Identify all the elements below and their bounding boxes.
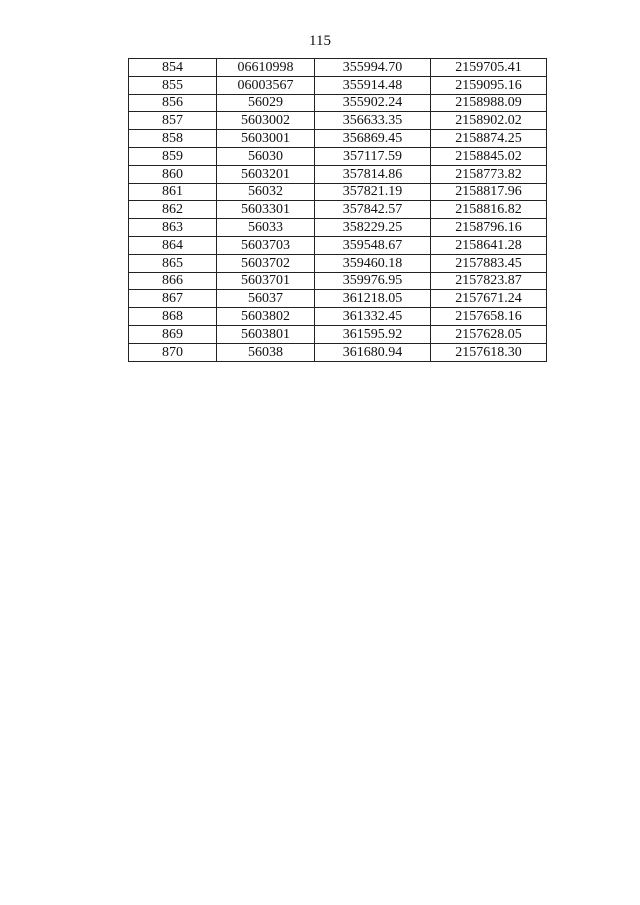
y-coordinate-cell: 2158902.02 [431,112,547,130]
x-coordinate-cell: 361218.05 [315,290,431,308]
point-id-cell: 56033 [217,219,315,237]
x-coordinate-cell: 357117.59 [315,147,431,165]
x-coordinate-cell: 355902.24 [315,94,431,112]
x-coordinate-cell: 355914.48 [315,76,431,94]
point-id-cell: 5603001 [217,130,315,148]
x-coordinate-cell: 356869.45 [315,130,431,148]
point-id-cell: 5603701 [217,272,315,290]
row-index-cell: 869 [129,325,217,343]
row-index-cell: 857 [129,112,217,130]
y-coordinate-cell: 2158988.09 [431,94,547,112]
row-index-cell: 859 [129,147,217,165]
point-id-cell: 06003567 [217,76,315,94]
row-index-cell: 854 [129,59,217,77]
row-index-cell: 862 [129,201,217,219]
table-row [129,290,547,308]
row-index-cell: 861 [129,183,217,201]
y-coordinate-cell: 2157628.05 [431,325,547,343]
y-coordinate-cell: 2158817.96 [431,183,547,201]
row-index-cell: 863 [129,219,217,237]
table-row [129,112,547,130]
point-id-cell: 5603702 [217,254,315,272]
x-coordinate-cell: 357821.19 [315,183,431,201]
x-coordinate-cell: 357842.57 [315,201,431,219]
table-row [129,254,547,272]
table-row [129,219,547,237]
x-coordinate-cell: 359976.95 [315,272,431,290]
y-coordinate-cell: 2159705.41 [431,59,547,77]
table-row [129,76,547,94]
x-coordinate-cell: 361595.92 [315,325,431,343]
y-coordinate-cell: 2158796.16 [431,219,547,237]
table-row [129,201,547,219]
row-index-cell: 866 [129,272,217,290]
point-id-cell: 5603201 [217,165,315,183]
x-coordinate-cell: 361680.94 [315,343,431,361]
x-coordinate-cell: 359548.67 [315,236,431,254]
table-row [129,308,547,326]
table-row [129,59,547,77]
point-id-cell: 06610998 [217,59,315,77]
x-coordinate-cell: 361332.45 [315,308,431,326]
row-index-cell: 865 [129,254,217,272]
row-index-cell: 867 [129,290,217,308]
table-row [129,325,547,343]
y-coordinate-cell: 2158874.25 [431,130,547,148]
y-coordinate-cell: 2158845.02 [431,147,547,165]
x-coordinate-cell: 359460.18 [315,254,431,272]
point-id-cell: 56032 [217,183,315,201]
page-number: 115 [309,33,331,49]
y-coordinate-cell: 2157618.30 [431,343,547,361]
table-row [129,236,547,254]
point-id-cell: 5603301 [217,201,315,219]
y-coordinate-cell: 2157658.16 [431,308,547,326]
row-index-cell: 868 [129,308,217,326]
point-id-cell: 56030 [217,147,315,165]
point-id-cell: 5603703 [217,236,315,254]
row-index-cell: 856 [129,94,217,112]
row-index-cell: 870 [129,343,217,361]
y-coordinate-cell: 2157883.45 [431,254,547,272]
table-row [129,183,547,201]
point-id-cell: 5603801 [217,325,315,343]
x-coordinate-cell: 357814.86 [315,165,431,183]
x-coordinate-cell: 358229.25 [315,219,431,237]
point-id-cell: 56038 [217,343,315,361]
table-row [129,272,547,290]
table-row [129,147,547,165]
row-index-cell: 855 [129,76,217,94]
row-index-cell: 864 [129,236,217,254]
y-coordinate-cell: 2157671.24 [431,290,547,308]
y-coordinate-cell: 2158773.82 [431,165,547,183]
coordinates-table [128,58,547,362]
table-row [129,343,547,361]
row-index-cell: 858 [129,130,217,148]
point-id-cell: 5603802 [217,308,315,326]
x-coordinate-cell: 355994.70 [315,59,431,77]
y-coordinate-cell: 2157823.87 [431,272,547,290]
y-coordinate-cell: 2158641.28 [431,236,547,254]
x-coordinate-cell: 356633.35 [315,112,431,130]
y-coordinate-cell: 2158816.82 [431,201,547,219]
table-row [129,130,547,148]
y-coordinate-cell: 2159095.16 [431,76,547,94]
point-id-cell: 56037 [217,290,315,308]
table-row [129,94,547,112]
point-id-cell: 5603002 [217,112,315,130]
table-row [129,165,547,183]
point-id-cell: 56029 [217,94,315,112]
row-index-cell: 860 [129,165,217,183]
